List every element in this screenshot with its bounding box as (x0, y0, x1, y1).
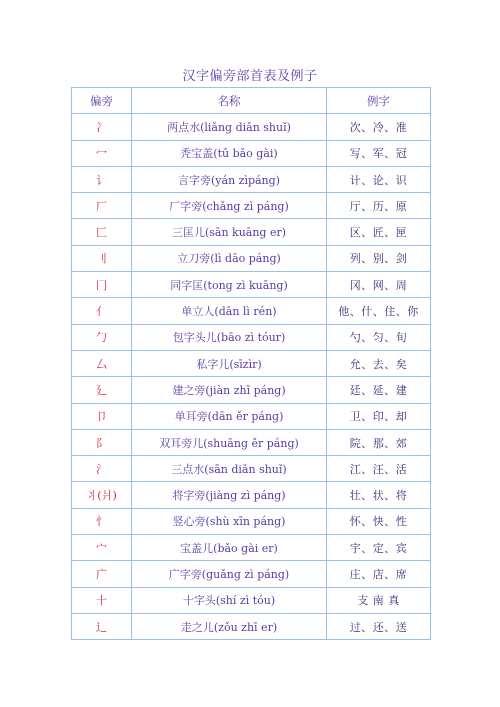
name-cell: 三点水(sān diǎn shuǐ) (132, 456, 327, 482)
name-cell: 秃宝盖(tū bǎo gài) (132, 140, 327, 166)
name-cell: 单立人(dān lì rén) (132, 298, 327, 324)
radical-cell: 十 (72, 587, 132, 613)
examples-cell: 冈、网、周 (327, 272, 431, 298)
table-row (72, 193, 431, 219)
examples-cell: 厅、历、原 (327, 193, 431, 219)
examples-cell: 庄、店、席 (327, 561, 431, 587)
radicals-table (71, 87, 431, 640)
examples-cell: 计、论、识 (327, 166, 431, 192)
table-row (72, 613, 431, 639)
table-row (72, 456, 431, 482)
radical-cell: 广 (72, 561, 132, 587)
table-row (72, 324, 431, 350)
name-cell: 十字头(shí zì tóu) (132, 587, 327, 613)
header-row (72, 88, 431, 114)
radical-cell: 廴 (72, 377, 132, 403)
name-cell: 厂字旁(chǎng zì páng) (132, 193, 327, 219)
examples-cell: 院、那、郊 (327, 429, 431, 455)
examples-cell: 勺、匀、旬 (327, 324, 431, 350)
radical-cell: 阝 (72, 429, 132, 455)
name-cell: 立刀旁(lì dāo páng) (132, 245, 327, 271)
name-cell: 三匡儿(sān kuāng er) (132, 219, 327, 245)
examples-cell: 支 南 真 (327, 587, 431, 613)
examples-cell: 卫、印、却 (327, 403, 431, 429)
name-cell: 同字匡(tong zì kuāng) (132, 272, 327, 298)
name-cell: 单耳旁(dān ěr páng) (132, 403, 327, 429)
name-cell: 宝盖儿(bǎo gài er) (132, 535, 327, 561)
table-row (72, 429, 431, 455)
name-cell: 私字儿(sīzìr) (132, 350, 327, 376)
radical-cell: 冫 (72, 114, 132, 140)
examples-cell: 区、匠、匣 (327, 219, 431, 245)
name-cell: 将字旁(jiàng zì páng) (132, 482, 327, 508)
examples-cell: 廷、延、建 (327, 377, 431, 403)
examples-cell: 他、什、住、你 (327, 298, 431, 324)
table-row (72, 350, 431, 376)
table-row (72, 245, 431, 271)
radical-cell: 厶 (72, 350, 132, 376)
examples-cell: 过、还、送 (327, 613, 431, 639)
examples-cell: 允、去、矣 (327, 350, 431, 376)
table-row (72, 219, 431, 245)
examples-cell: 壮、状、将 (327, 482, 431, 508)
name-cell: 竖心旁(shù xīn páng) (132, 508, 327, 534)
name-cell: 走之儿(zǒu zhī er) (132, 613, 327, 639)
radical-cell: 讠 (72, 166, 132, 192)
examples-cell: 列、别、剑 (327, 245, 431, 271)
radical-cell: 氵 (72, 456, 132, 482)
radical-cell: 勹 (72, 324, 132, 350)
table-row (72, 482, 431, 508)
radical-cell: 丬(爿) (72, 482, 132, 508)
radical-cell: 刂 (72, 245, 132, 271)
radical-cell: 辶 (72, 613, 132, 639)
table-row (72, 561, 431, 587)
table-row (72, 166, 431, 192)
name-cell: 两点水(liǎng diǎn shuǐ) (132, 114, 327, 140)
examples-cell: 写、军、冠 (327, 140, 431, 166)
examples-cell: 江、汪、活 (327, 456, 431, 482)
table-row (72, 272, 431, 298)
name-cell: 建之旁(jiàn zhī páng) (132, 377, 327, 403)
header-name: 名称 (132, 88, 327, 114)
name-cell: 言字旁(yán zìpáng) (132, 166, 327, 192)
examples-cell: 宇、定、宾 (327, 535, 431, 561)
radical-cell: 卩 (72, 403, 132, 429)
radical-cell: 冂 (72, 272, 132, 298)
examples-cell: 次、冷、准 (327, 114, 431, 140)
radical-cell: 宀 (72, 535, 132, 561)
header-radical: 偏旁 (72, 88, 132, 114)
radical-cell: 忄 (72, 508, 132, 534)
table-row (72, 298, 431, 324)
radical-cell: 匚 (72, 219, 132, 245)
radical-cell: 冖 (72, 140, 132, 166)
header-examples: 例字 (327, 88, 431, 114)
name-cell: 双耳旁儿(shuāng ěr páng) (132, 429, 327, 455)
table-row (72, 587, 431, 613)
table-row (72, 140, 431, 166)
table-row (72, 535, 431, 561)
name-cell: 包字头儿(bāo zì tóur) (132, 324, 327, 350)
radical-cell: 厂 (72, 193, 132, 219)
table-row (72, 377, 431, 403)
table-row (72, 403, 431, 429)
table-row (72, 508, 431, 534)
examples-cell: 怀、快、性 (327, 508, 431, 534)
table-row (72, 114, 431, 140)
table-title: 汉字偏旁部首表及例子 (182, 69, 318, 84)
name-cell: 广字旁(guǎng zì páng) (132, 561, 327, 587)
radical-cell: 亻 (72, 298, 132, 324)
